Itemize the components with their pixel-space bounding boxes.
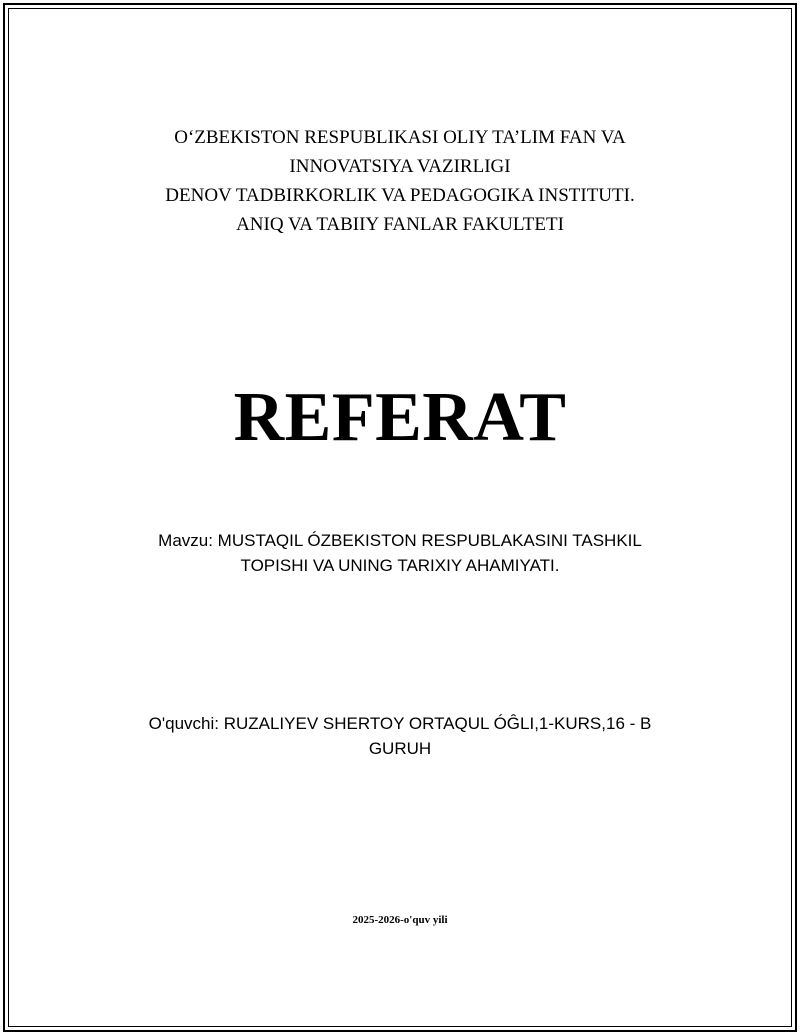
student-line-2: GURUH	[368, 739, 432, 758]
document-title: REFERAT	[233, 379, 567, 456]
academic-year: 2025-2026-o'quv yili	[352, 914, 448, 926]
student-block	[0, 711, 800, 761]
topic-line-2: TOPISHI VA UNING TARIXIY AHAMIYATI.	[240, 556, 560, 575]
institution-header	[0, 123, 800, 239]
header-line-faculty: ANIQ VA TABIIY FANLAR FAKULTETI	[236, 214, 564, 235]
header-line-ministry-2: INNOVATSIYA VAZIRLIGI	[289, 156, 511, 177]
topic-block	[0, 528, 800, 578]
student-line-1: O'quvchi: RUZALIYEV SHERTOY ORTAQUL ÓĜLI,1-KURS,16 - B	[148, 714, 652, 733]
topic-line-1: Mavzu: MUSTAQIL ÓZBEKISTON RESPUBLAKASINI TASHKIL	[158, 531, 642, 550]
header-line-institute: DENOV TADBIRKORLIK VA PEDAGOGIKA INSTITUTI.	[165, 185, 635, 206]
header-line-ministry-1: O‘ZBEKISTON RESPUBLIKASI OLIY TA’LIM FAN VA	[174, 127, 626, 148]
